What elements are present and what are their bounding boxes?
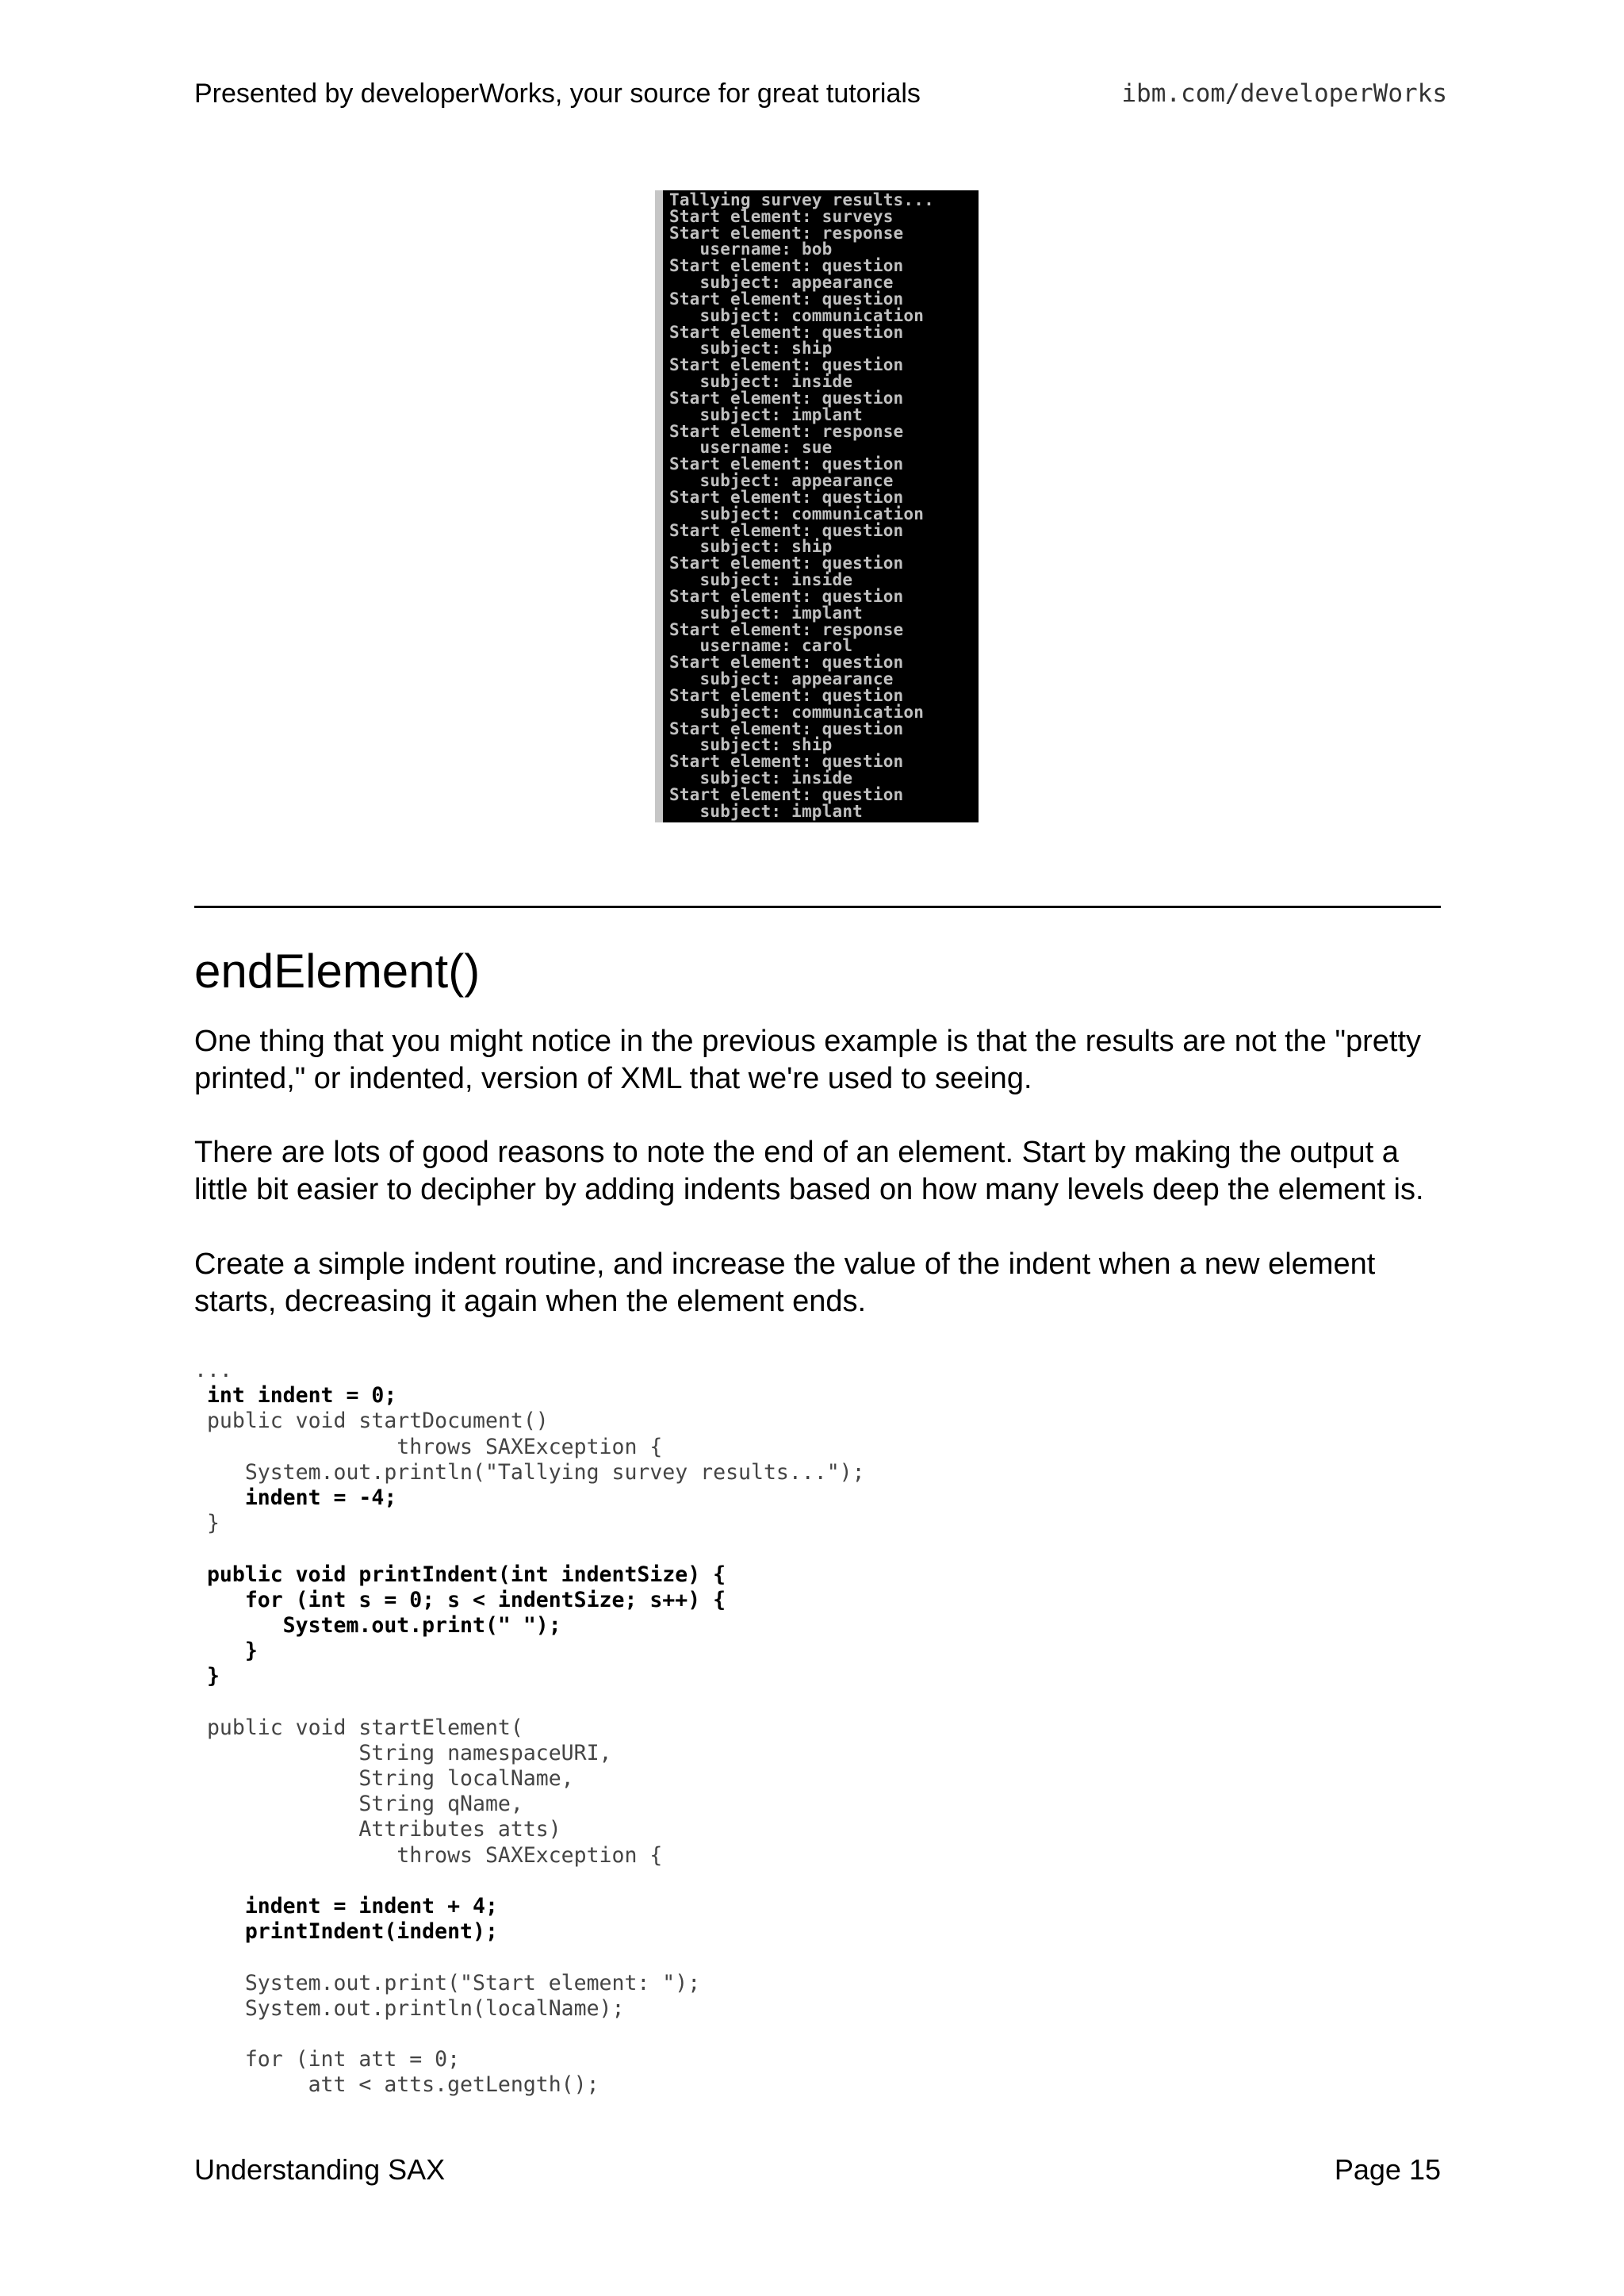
console-line: Start element: question <box>669 719 904 738</box>
console-line: subject: communication <box>669 504 925 523</box>
console-line: Start element: question <box>669 685 904 705</box>
paragraph-3: Create a simple indent routine, and increase the value of the indent when a new element starts, decreasing it again when the element ends. <box>194 1248 1376 1318</box>
code-listing <box>194 1358 865 2098</box>
code-line: Attributes atts) <box>194 1817 561 1842</box>
console-line: Start element: question <box>669 554 904 573</box>
console-line: subject: ship <box>669 537 833 557</box>
code-line: for (int s = 0; s < indentSize; s++) { <box>194 1587 726 1612</box>
page-footer <box>194 2152 1441 2187</box>
console-line: subject: appearance <box>669 669 894 689</box>
console-line: Start element: question <box>669 322 904 342</box>
console-line: Start element: question <box>669 487 904 507</box>
console-line: username: sue <box>669 438 833 458</box>
console-line: subject: inside <box>669 768 853 788</box>
console-line: Start element: question <box>669 256 904 276</box>
console-line: Start element: question <box>669 653 904 673</box>
console-line: subject: communication <box>669 305 925 325</box>
section-divider <box>194 906 1441 908</box>
console-line: Tallying survey results... <box>669 190 934 209</box>
code-line: throws SAXException { <box>194 1842 663 1868</box>
code-line: } <box>194 1639 258 1664</box>
footer-title: Understanding SAX <box>194 2153 446 2186</box>
console-line: username: carol <box>669 636 853 656</box>
code-line: ... <box>194 1358 232 1382</box>
code-line: printIndent(indent); <box>194 1919 498 1945</box>
code-line: System.out.println("Tallying survey results..."); <box>194 1459 865 1485</box>
section-title: endElement() <box>194 945 481 998</box>
paragraph-1: One thing that you might notice in the previous example is that the results are not the "pretty printed," or indented, version of XML that we're used to seeing. <box>194 1025 1422 1095</box>
console-line: username: bob <box>669 240 833 259</box>
code-line: String localName, <box>194 1766 574 1791</box>
code-line: indent = indent + 4; <box>194 1893 498 1918</box>
console-line: subject: implant <box>669 603 864 623</box>
page-header <box>194 76 1447 111</box>
code-line: for (int att = 0; <box>194 2047 461 2072</box>
console-line: Start element: response <box>669 421 904 441</box>
code-line <box>194 2022 865 2047</box>
code-line: } <box>194 1664 220 1689</box>
console-line: Start element: question <box>669 388 904 408</box>
code-line: att < atts.getLength(); <box>194 2072 599 2098</box>
code-line: public void printIndent(int indentSize) { <box>194 1562 726 1587</box>
code-line <box>194 1869 865 1894</box>
code-line <box>194 1536 865 1562</box>
code-line: throws SAXException { <box>194 1434 663 1459</box>
console-line: subject: appearance <box>669 471 894 491</box>
console-output-lines <box>669 192 934 819</box>
console-line: subject: ship <box>669 735 833 755</box>
page-number: Page 15 <box>1334 2153 1441 2186</box>
code-line: System.out.print("Start element: "); <box>194 1970 701 1995</box>
console-line: subject: inside <box>669 570 853 590</box>
console-line: subject: implant <box>669 801 864 821</box>
console-line: Start element: surveys <box>669 206 894 226</box>
console-line: Start element: response <box>669 619 904 639</box>
console-line: Start element: question <box>669 586 904 606</box>
code-line: public void startDocument() <box>194 1409 549 1434</box>
code-line: } <box>194 1511 220 1536</box>
console-line: subject: communication <box>669 702 925 722</box>
console-line: Start element: question <box>669 289 904 309</box>
console-output-screenshot <box>655 190 979 822</box>
console-line: Start element: question <box>669 520 904 540</box>
code-line: int indent = 0; <box>194 1383 397 1409</box>
code-line: String namespaceURI, <box>194 1740 612 1765</box>
console-line: Start element: question <box>669 752 904 772</box>
paragraph-2: There are lots of good reasons to note the end of an element. Start by making the output a little bit easier to decipher by adding indents based on how many levels deep the element is. <box>194 1136 1424 1206</box>
header-publisher-text: Presented by developerWorks, your source for great tutorials <box>194 79 921 109</box>
console-line: Start element: question <box>669 784 904 804</box>
header-site-link[interactable]: ibm.com/developerWorks <box>1121 79 1447 108</box>
console-line: subject: appearance <box>669 273 894 293</box>
code-line: System.out.print(" "); <box>194 1612 561 1638</box>
console-line: subject: inside <box>669 372 853 392</box>
console-line: Start element: response <box>669 223 904 243</box>
code-line: indent = -4; <box>194 1485 397 1510</box>
code-line <box>194 1945 865 1970</box>
console-line: subject: implant <box>669 404 864 424</box>
console-line: Start element: question <box>669 355 904 375</box>
code-line <box>194 1689 865 1715</box>
code-line: String qName, <box>194 1792 523 1817</box>
code-line: public void startElement( <box>194 1715 523 1740</box>
console-line: subject: ship <box>669 339 833 358</box>
console-line: Start element: question <box>669 454 904 474</box>
code-line: System.out.println(localName); <box>194 1995 625 2021</box>
